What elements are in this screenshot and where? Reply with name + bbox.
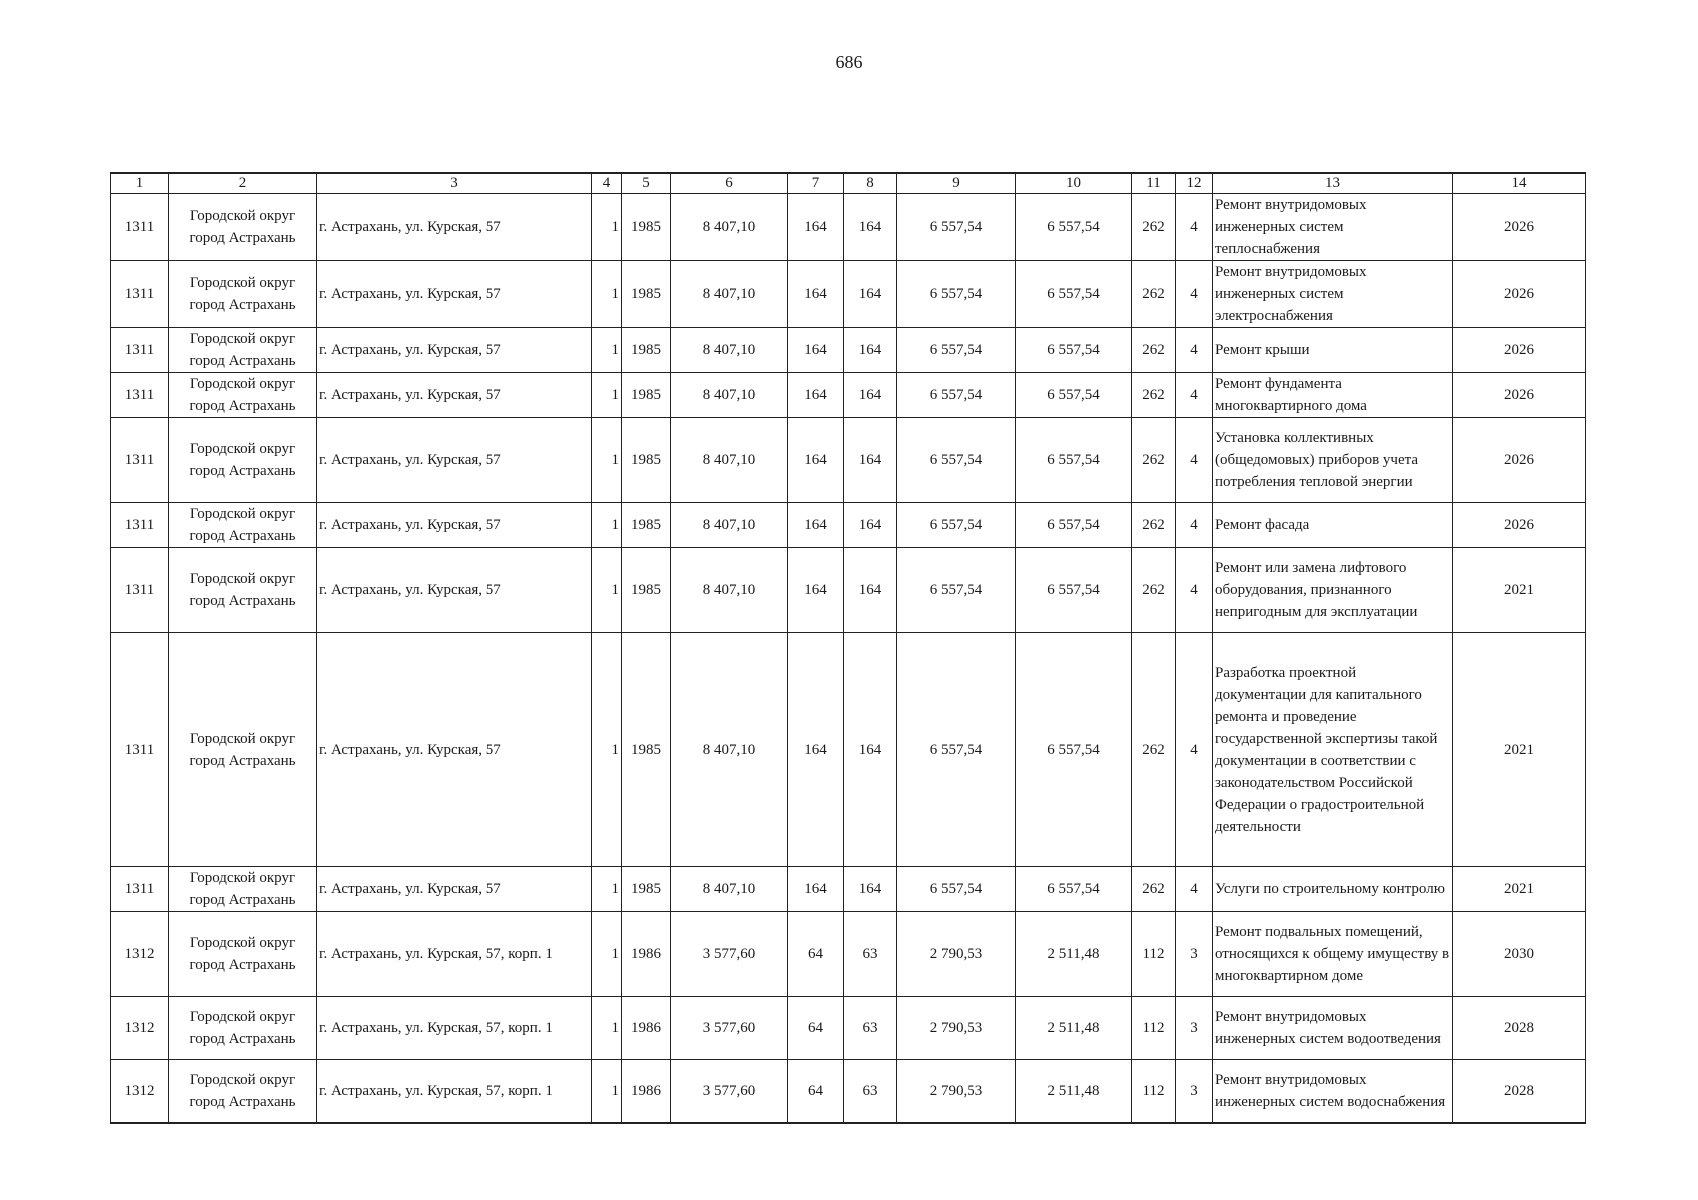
cell-year: 1986	[622, 997, 671, 1060]
cell-area-total: 8 407,10	[671, 328, 788, 373]
cell-col11: 262	[1132, 867, 1176, 912]
cell-district: Городской округ город Астрахань	[169, 912, 317, 997]
cell-col9: 2 790,53	[897, 1060, 1016, 1123]
cell-year: 1985	[622, 328, 671, 373]
cell-address: г. Астрахань, ул. Курская, 57, корп. 1	[317, 1060, 592, 1123]
cell-col11: 112	[1132, 1060, 1176, 1123]
cell-col8: 63	[844, 1060, 897, 1123]
table-row	[111, 194, 1586, 261]
cell-col4: 1	[592, 1060, 622, 1123]
cell-year: 1985	[622, 548, 671, 633]
cell-col11: 262	[1132, 261, 1176, 328]
cell-col10: 2 511,48	[1016, 1060, 1132, 1123]
cell-plan-year: 2021	[1453, 633, 1586, 867]
cell-col8: 164	[844, 328, 897, 373]
cell-year: 1985	[622, 418, 671, 503]
cell-col7: 164	[788, 633, 844, 867]
cell-col12: 4	[1176, 548, 1213, 633]
cell-col11: 262	[1132, 194, 1176, 261]
col-header-4: 4	[592, 173, 622, 194]
cell-col7: 164	[788, 418, 844, 503]
cell-plan-year: 2030	[1453, 912, 1586, 997]
cell-col10: 6 557,54	[1016, 503, 1132, 548]
table-row	[111, 867, 1586, 912]
cell-plan-year: 2021	[1453, 867, 1586, 912]
cell-area-total: 8 407,10	[671, 503, 788, 548]
header-row	[111, 173, 1586, 194]
cell-address: г. Астрахань, ул. Курская, 57	[317, 418, 592, 503]
cell-district: Городской округ город Астрахань	[169, 194, 317, 261]
cell-area-total: 8 407,10	[671, 373, 788, 418]
cell-work-type: Ремонт подвальных помещений, относящихся к общему имуществу в многоквартирном доме	[1213, 912, 1453, 997]
cell-col12: 4	[1176, 503, 1213, 548]
cell-col10: 6 557,54	[1016, 548, 1132, 633]
cell-col7: 164	[788, 261, 844, 328]
cell-col9: 6 557,54	[897, 548, 1016, 633]
cell-col12: 4	[1176, 418, 1213, 503]
cell-work-type: Установка коллективных (общедомовых) приборов учета потребления тепловой энергии	[1213, 418, 1453, 503]
cell-col8: 164	[844, 548, 897, 633]
cell-address: г. Астрахань, ул. Курская, 57	[317, 503, 592, 548]
col-header-8: 8	[844, 173, 897, 194]
cell-col7: 164	[788, 194, 844, 261]
cell-area-total: 8 407,10	[671, 418, 788, 503]
table-row	[111, 503, 1586, 548]
cell-col10: 6 557,54	[1016, 867, 1132, 912]
page-number: 686	[835, 52, 863, 72]
cell-col12: 4	[1176, 194, 1213, 261]
cell-address: г. Астрахань, ул. Курская, 57	[317, 867, 592, 912]
cell-work-type: Разработка проектной документации для капитального ремонта и проведение государственной экспертизы такой документации в соответствии с законодательством Российской Федерации о градостроительной деятельности	[1213, 633, 1453, 867]
cell-col4: 1	[592, 867, 622, 912]
cell-id: 1311	[111, 867, 169, 912]
cell-col8: 164	[844, 194, 897, 261]
cell-plan-year: 2026	[1453, 373, 1586, 418]
cell-address: г. Астрахань, ул. Курская, 57	[317, 373, 592, 418]
cell-col7: 164	[788, 867, 844, 912]
cell-id: 1311	[111, 418, 169, 503]
cell-col12: 3	[1176, 997, 1213, 1060]
table-row	[111, 548, 1586, 633]
cell-plan-year: 2026	[1453, 261, 1586, 328]
cell-col9: 6 557,54	[897, 328, 1016, 373]
cell-col7: 64	[788, 997, 844, 1060]
cell-work-type: Ремонт фундамента многоквартирного дома	[1213, 373, 1453, 418]
cell-id: 1312	[111, 912, 169, 997]
cell-work-type: Услуги по строительному контролю	[1213, 867, 1453, 912]
cell-address: г. Астрахань, ул. Курская, 57, корп. 1	[317, 997, 592, 1060]
cell-col10: 2 511,48	[1016, 912, 1132, 997]
cell-year: 1985	[622, 194, 671, 261]
cell-col4: 1	[592, 261, 622, 328]
cell-col12: 4	[1176, 261, 1213, 328]
col-header-6: 6	[671, 173, 788, 194]
cell-col8: 164	[844, 261, 897, 328]
cell-year: 1985	[622, 373, 671, 418]
cell-year: 1986	[622, 1060, 671, 1123]
cell-id: 1311	[111, 328, 169, 373]
cell-area-total: 8 407,10	[671, 867, 788, 912]
cell-col8: 63	[844, 997, 897, 1060]
cell-district: Городской округ город Астрахань	[169, 418, 317, 503]
cell-col11: 262	[1132, 328, 1176, 373]
cell-district: Городской округ город Астрахань	[169, 548, 317, 633]
table-body	[111, 194, 1586, 1123]
table-row	[111, 912, 1586, 997]
cell-address: г. Астрахань, ул. Курская, 57	[317, 194, 592, 261]
cell-year: 1985	[622, 503, 671, 548]
cell-col10: 2 511,48	[1016, 997, 1132, 1060]
cell-col4: 1	[592, 548, 622, 633]
cell-col11: 112	[1132, 997, 1176, 1060]
cell-col9: 6 557,54	[897, 373, 1016, 418]
cell-col11: 262	[1132, 633, 1176, 867]
cell-col9: 6 557,54	[897, 194, 1016, 261]
cell-col7: 164	[788, 503, 844, 548]
cell-year: 1985	[622, 867, 671, 912]
cell-district: Городской округ город Астрахань	[169, 261, 317, 328]
col-header-13: 13	[1213, 173, 1453, 194]
cell-col8: 164	[844, 418, 897, 503]
cell-col8: 63	[844, 912, 897, 997]
cell-col7: 64	[788, 912, 844, 997]
cell-address: г. Астрахань, ул. Курская, 57	[317, 548, 592, 633]
cell-col7: 64	[788, 1060, 844, 1123]
cell-area-total: 8 407,10	[671, 194, 788, 261]
cell-col11: 262	[1132, 503, 1176, 548]
cell-district: Городской округ город Астрахань	[169, 328, 317, 373]
cell-col7: 164	[788, 548, 844, 633]
cell-plan-year: 2026	[1453, 328, 1586, 373]
cell-district: Городской округ город Астрахань	[169, 867, 317, 912]
cell-col9: 6 557,54	[897, 418, 1016, 503]
col-header-9: 9	[897, 173, 1016, 194]
col-header-2: 2	[169, 173, 317, 194]
cell-col8: 164	[844, 867, 897, 912]
cell-col10: 6 557,54	[1016, 194, 1132, 261]
cell-year: 1986	[622, 912, 671, 997]
cell-work-type: Ремонт фасада	[1213, 503, 1453, 548]
cell-area-total: 8 407,10	[671, 261, 788, 328]
cell-work-type: Ремонт или замена лифтового оборудования, признанного непригодным для эксплуатации	[1213, 548, 1453, 633]
cell-address: г. Астрахань, ул. Курская, 57	[317, 633, 592, 867]
cell-col10: 6 557,54	[1016, 373, 1132, 418]
cell-district: Городской округ город Астрахань	[169, 1060, 317, 1123]
cell-col8: 164	[844, 633, 897, 867]
cell-col9: 6 557,54	[897, 633, 1016, 867]
cell-work-type: Ремонт внутридомовых инженерных систем водоотведения	[1213, 997, 1453, 1060]
cell-col12: 4	[1176, 373, 1213, 418]
cell-col4: 1	[592, 503, 622, 548]
cell-id: 1311	[111, 373, 169, 418]
cell-col12: 3	[1176, 1060, 1213, 1123]
cell-col9: 2 790,53	[897, 997, 1016, 1060]
cell-work-type: Ремонт внутридомовых инженерных систем водоснабжения	[1213, 1060, 1453, 1123]
cell-col9: 6 557,54	[897, 867, 1016, 912]
cell-id: 1311	[111, 548, 169, 633]
cell-col10: 6 557,54	[1016, 261, 1132, 328]
cell-col11: 262	[1132, 373, 1176, 418]
cell-work-type: Ремонт крыши	[1213, 328, 1453, 373]
table-row	[111, 633, 1586, 867]
table-row	[111, 418, 1586, 503]
cell-plan-year: 2026	[1453, 194, 1586, 261]
cell-plan-year: 2028	[1453, 997, 1586, 1060]
cell-col8: 164	[844, 373, 897, 418]
cell-col4: 1	[592, 418, 622, 503]
cell-district: Городской округ город Астрахань	[169, 373, 317, 418]
cell-col10: 6 557,54	[1016, 418, 1132, 503]
col-header-11: 11	[1132, 173, 1176, 194]
cell-area-total: 8 407,10	[671, 548, 788, 633]
table-row	[111, 373, 1586, 418]
cell-col4: 1	[592, 912, 622, 997]
cell-area-total: 3 577,60	[671, 1060, 788, 1123]
cell-id: 1311	[111, 194, 169, 261]
cell-col11: 262	[1132, 418, 1176, 503]
col-header-10: 10	[1016, 173, 1132, 194]
cell-col7: 164	[788, 328, 844, 373]
cell-plan-year: 2026	[1453, 418, 1586, 503]
cell-col9: 2 790,53	[897, 912, 1016, 997]
cell-area-total: 3 577,60	[671, 912, 788, 997]
table-row	[111, 328, 1586, 373]
table-row	[111, 1060, 1586, 1123]
cell-col10: 6 557,54	[1016, 633, 1132, 867]
cell-district: Городской округ город Астрахань	[169, 997, 317, 1060]
cell-address: г. Астрахань, ул. Курская, 57	[317, 328, 592, 373]
col-header-12: 12	[1176, 173, 1213, 194]
col-header-1: 1	[111, 173, 169, 194]
cell-col4: 1	[592, 633, 622, 867]
register-table	[110, 172, 1586, 1124]
cell-id: 1311	[111, 633, 169, 867]
cell-col10: 6 557,54	[1016, 328, 1132, 373]
cell-col9: 6 557,54	[897, 261, 1016, 328]
cell-col11: 112	[1132, 912, 1176, 997]
cell-plan-year: 2021	[1453, 548, 1586, 633]
cell-address: г. Астрахань, ул. Курская, 57, корп. 1	[317, 912, 592, 997]
cell-col7: 164	[788, 373, 844, 418]
cell-col4: 1	[592, 997, 622, 1060]
cell-work-type: Ремонт внутридомовых инженерных систем теплоснабжения	[1213, 194, 1453, 261]
cell-col4: 1	[592, 194, 622, 261]
cell-id: 1311	[111, 503, 169, 548]
cell-id: 1312	[111, 1060, 169, 1123]
cell-col9: 6 557,54	[897, 503, 1016, 548]
cell-col12: 3	[1176, 912, 1213, 997]
table-row	[111, 997, 1586, 1060]
cell-district: Городской округ город Астрахань	[169, 503, 317, 548]
cell-col12: 4	[1176, 867, 1213, 912]
cell-plan-year: 2028	[1453, 1060, 1586, 1123]
cell-col4: 1	[592, 328, 622, 373]
cell-col11: 262	[1132, 548, 1176, 633]
cell-plan-year: 2026	[1453, 503, 1586, 548]
cell-col12: 4	[1176, 633, 1213, 867]
cell-id: 1311	[111, 261, 169, 328]
table-row	[111, 261, 1586, 328]
cell-id: 1312	[111, 997, 169, 1060]
cell-area-total: 8 407,10	[671, 633, 788, 867]
col-header-14: 14	[1453, 173, 1586, 194]
cell-col4: 1	[592, 373, 622, 418]
cell-work-type: Ремонт внутридомовых инженерных систем электроснабжения	[1213, 261, 1453, 328]
col-header-7: 7	[788, 173, 844, 194]
cell-col8: 164	[844, 503, 897, 548]
cell-address: г. Астрахань, ул. Курская, 57	[317, 261, 592, 328]
col-header-3: 3	[317, 173, 592, 194]
cell-district: Городской округ город Астрахань	[169, 633, 317, 867]
cell-area-total: 3 577,60	[671, 997, 788, 1060]
cell-year: 1985	[622, 633, 671, 867]
col-header-5: 5	[622, 173, 671, 194]
cell-year: 1985	[622, 261, 671, 328]
cell-col12: 4	[1176, 328, 1213, 373]
